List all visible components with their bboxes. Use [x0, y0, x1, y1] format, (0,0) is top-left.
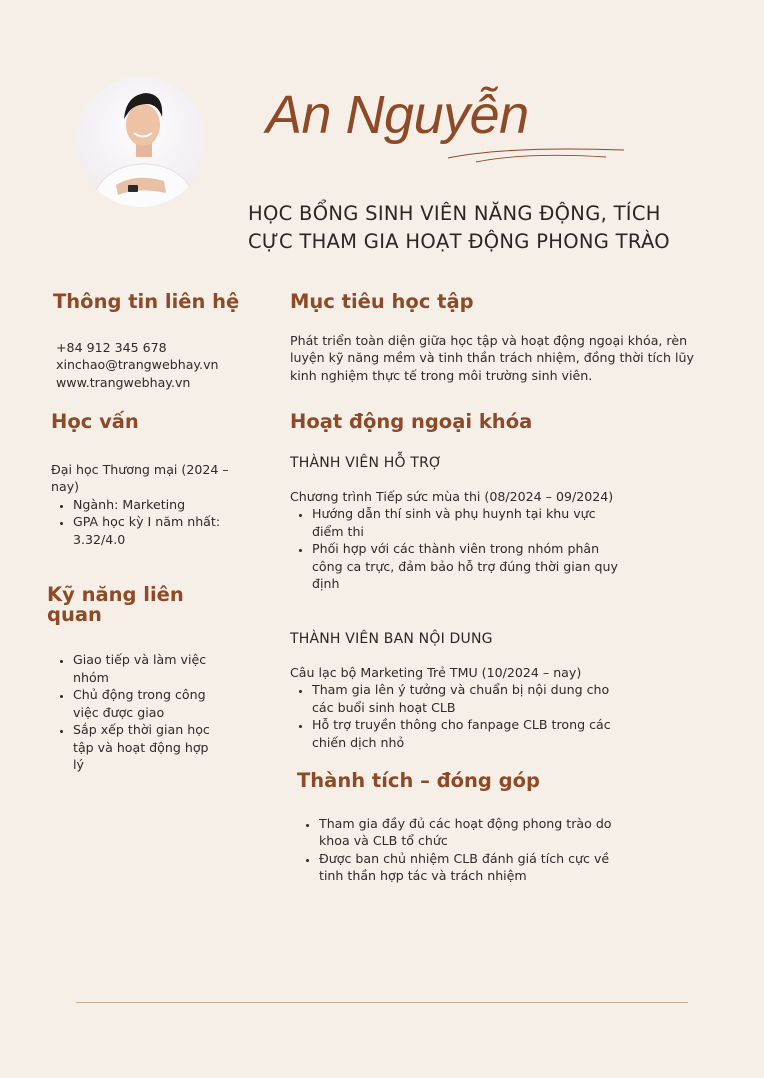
- education-item: • GPA học kỳ I năm nhất: 3.32/4.0: [73, 513, 231, 548]
- objective-text: Phát triển toàn diện giữa học tập và hoạt động ngoại khóa, rèn luyện kỹ năng mềm và tinh thần trách nhiệm, đồng thời tích lũy kinh nghiệm thực tế trong môi trường sinh viên.: [290, 332, 694, 383]
- activity-org: Câu lạc bộ Marketing Trẻ TMU (10/2024 – nay): [290, 664, 582, 680]
- profile-photo: [76, 77, 206, 207]
- skill-item: • Giao tiếp và làm việc nhóm: [73, 651, 222, 686]
- activity-role: THÀNH VIÊN BAN NỘI DUNG: [290, 630, 493, 647]
- achievements-section: [297, 771, 617, 885]
- person-photo-icon: [76, 77, 206, 207]
- candidate-name: An Nguyễn: [266, 85, 529, 145]
- activity-role: THÀNH VIÊN HỖ TRỢ: [290, 454, 443, 471]
- achievement-item: • Tham gia đầy đủ các hoạt động phong trào do khoa và CLB tổ chức: [319, 815, 617, 850]
- achievement-item: • Được ban chủ nhiệm CLB đánh giá tích cực về tinh thần hợp tác và trách nhiệm: [319, 850, 617, 885]
- activity-item: • Hướng dẫn thí sinh và phụ huynh tại khu vực điểm thi: [312, 505, 620, 540]
- headline-line-1: HỌC BỔNG SINH VIÊN NĂNG ĐỘNG, TÍCH: [248, 202, 661, 225]
- education-item: • Ngành: Marketing: [73, 496, 231, 514]
- section-title-activities: Hoạt động ngoại khóa: [290, 410, 533, 433]
- contact-section: [53, 292, 263, 391]
- email-address: xinchao@trangwebhay.vn: [56, 357, 219, 372]
- school-name: Đại học Thương mại (2024 – nay): [51, 461, 229, 494]
- section-title-contact: Thông tin liên hệ: [53, 290, 240, 313]
- section-title-achievements: Thành tích – đóng góp: [297, 769, 540, 792]
- decorative-swoosh-icon: [446, 140, 626, 166]
- section-title-objective: Mục tiêu học tập: [290, 290, 474, 313]
- education-section: [51, 412, 231, 548]
- activity-entry: [290, 631, 620, 752]
- activities-section: [290, 412, 620, 751]
- headline: [248, 200, 670, 256]
- phone-number: +84 912 345 678: [56, 339, 167, 355]
- activity-item: • Phối hợp với các thành viên trong nhóm phân công ca trực, đảm bảo hỗ trợ đúng thời gian quy định: [312, 540, 620, 593]
- website-url: www.trangwebhay.vn: [56, 374, 191, 390]
- section-title-education: Học vấn: [51, 410, 139, 433]
- objective-section: [290, 292, 710, 384]
- headline-line-2: CỰC THAM GIA HOẠT ĐỘNG PHONG TRÀO: [248, 230, 670, 253]
- activity-entry: [290, 455, 620, 593]
- activity-item: • Tham gia lên ý tưởng và chuẩn bị nội dung cho các buổi sinh hoạt CLB: [312, 681, 620, 716]
- footer-divider: [76, 1002, 688, 1003]
- section-title-skills: Kỹ năng liên quan: [47, 583, 184, 626]
- activity-org: Chương trình Tiếp sức mùa thi (08/2024 – 09/2024): [290, 488, 614, 504]
- skills-section: [47, 585, 222, 774]
- skill-item: • Chủ động trong công việc được giao: [73, 686, 222, 721]
- activity-item: • Hỗ trợ truyền thông cho fanpage CLB trong các chiến dịch nhỏ: [312, 716, 620, 751]
- skill-item: • Sắp xếp thời gian học tập và hoạt động hợp lý: [73, 721, 222, 774]
